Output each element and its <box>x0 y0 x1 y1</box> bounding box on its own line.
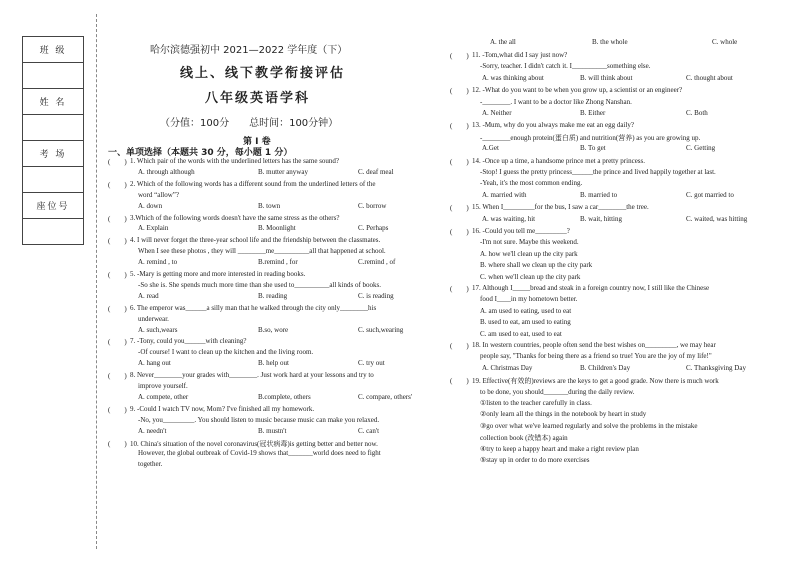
answer-paren[interactable]: ( ) <box>108 180 127 189</box>
question-text: 14. -Once up a time, a handsome prince met a pretty princess. <box>472 156 645 165</box>
seat-number-cell: 座位号 <box>23 193 84 219</box>
answer-paren[interactable]: ( ) <box>108 405 127 414</box>
option-choice[interactable]: A. compete, other <box>138 392 189 401</box>
blank-cell-3[interactable] <box>23 167 84 193</box>
answer-paren[interactable]: ( ) <box>450 87 469 96</box>
question-text: 17. Although I_____bread and steak in a foreign country now, I still like the Chinese <box>472 284 710 292</box>
question-text: 7. -Tony, could you______with cleaning? <box>130 337 247 346</box>
option-choice[interactable]: B.complete, others <box>258 392 311 401</box>
answer-paren[interactable]: ( ) <box>108 158 127 166</box>
option-choice[interactable]: C. Thanksgiving Day <box>686 363 746 372</box>
question-text: -I'm not sure. Maybe this weekend. <box>480 238 579 247</box>
answer-paren[interactable]: ( ) <box>108 214 127 223</box>
question-text: 19. Effective(有效的)reviews are the keys to get a good grade. Now there is much work <box>472 377 719 386</box>
option-choice[interactable]: A. was waiting, hit <box>482 214 536 223</box>
question-text: 5. -Mary is getting more and more interested in reading books. <box>130 270 306 278</box>
answer-paren[interactable]: ( ) <box>450 228 469 236</box>
option-choice[interactable]: A. Explain <box>138 224 169 233</box>
question-text: together. <box>138 460 163 469</box>
answer-paren[interactable]: ( ) <box>450 122 469 131</box>
question-text: However, the global outbreak of Covid-19 shows that_______world does need to fight <box>138 449 381 458</box>
question-text: ③go over what we've learned regularly and solve the problems in the mistake <box>480 421 698 430</box>
question-text: collection book (改错本) again <box>480 434 568 443</box>
question-text: 18. In western countries, people often send the best wishes on_________, we may hear <box>472 341 716 349</box>
answer-paren[interactable]: ( ) <box>450 342 469 350</box>
option-choice[interactable]: C. can't <box>358 426 380 435</box>
answer-paren[interactable]: ( ) <box>108 237 127 246</box>
question-text: to be done, you should_______during the daily review. <box>480 387 635 396</box>
blank-cell-1[interactable] <box>23 63 84 89</box>
blank-cell-4[interactable] <box>23 219 84 245</box>
question-text: A. am used to eating, used to eat <box>480 306 572 315</box>
option-choice[interactable]: C. Getting <box>686 144 716 153</box>
option-choice[interactable]: B. Children's Day <box>580 363 631 372</box>
question-text: B. used to eat, am used to eating <box>480 318 571 327</box>
question-text: 3.Which of the following words doesn't have the same stress as the others? <box>130 213 340 222</box>
option-choice[interactable]: A. married with <box>482 190 527 199</box>
question-text: -________enough protein(蛋白质) and nutrition(营养) as you are growing up. <box>480 133 701 142</box>
answer-paren[interactable]: ( ) <box>108 304 127 313</box>
option-choice[interactable]: B. Moonlight <box>258 224 296 233</box>
option-choice[interactable]: C. try out <box>358 359 385 368</box>
blank-cell-2[interactable] <box>23 115 84 141</box>
question-text: 16. -Could you tell me_________? <box>472 227 570 235</box>
question-text: When I see these photos , they will ________me__________all that happened at school. <box>138 247 386 256</box>
question-text: A. how we'll clean up the city park <box>480 249 578 258</box>
option-choice[interactable]: C.remind , of <box>358 258 396 267</box>
question-text: C. am used to eat, used to eat <box>480 329 562 338</box>
answer-paren[interactable]: ( ) <box>450 285 469 293</box>
question-text: -Of course! I want to clean up the kitchen and the living room. <box>138 348 314 357</box>
answer-paren[interactable]: ( ) <box>108 372 127 381</box>
answer-paren[interactable]: ( ) <box>108 439 127 448</box>
question-text: 10. China's situation of the novel coronavirus(冠状病毒)is getting better and better now. <box>130 439 378 448</box>
option-choice[interactable]: B. Either <box>580 109 606 117</box>
option-choice[interactable]: A. down <box>138 201 163 210</box>
question-text: 15. When I_________for the bus, I saw a car________the tree. <box>472 203 649 212</box>
option-choice[interactable]: A. hang out <box>138 359 171 368</box>
option-choice[interactable]: B. mustn't <box>258 426 287 435</box>
option-choice[interactable]: A. remind , to <box>138 258 178 267</box>
assessment-subtitle: 线上、线下教学衔接评估 <box>180 66 346 81</box>
option-choice[interactable]: A. through although <box>138 167 195 176</box>
question-text: 1. Which pair of the words with the underlined letters has the same sound? <box>130 157 340 165</box>
option-choice[interactable]: B. town <box>258 201 281 210</box>
answer-paren[interactable]: ( ) <box>108 338 127 347</box>
option-choice[interactable]: A. read <box>138 291 159 300</box>
volume-label: 第 I 卷 <box>243 137 271 147</box>
question-text: 8. Never________your grades with________. Just work hard at your lessons and try to <box>130 371 374 380</box>
option-choice[interactable]: A. Christmas Day <box>482 363 533 372</box>
option-choice[interactable]: A. needn't <box>138 426 167 435</box>
answer-paren[interactable]: ( ) <box>450 204 469 213</box>
school-year-title: 哈尔滨德强初中 2021—2022 学年度（下） <box>150 45 348 56</box>
option-choice[interactable]: B. the whole <box>592 38 628 46</box>
option-choice[interactable]: C. compare, others' <box>358 392 413 401</box>
question-text: ②only learn all the things in the notebook by heart in study <box>480 410 647 419</box>
binding-line <box>96 14 97 549</box>
question-text: 6. The emperor was______a silly man that he walked through the city only________his <box>130 303 377 312</box>
question-text: -________. I want to be a doctor like Zhong Nanshan. <box>480 97 632 106</box>
exam-room-cell: 考 场 <box>23 141 84 167</box>
option-choice[interactable]: C. thought about <box>686 73 733 82</box>
option-choice[interactable]: A. was thinking about <box>482 73 544 82</box>
question-text: 4. I will never forget the three-year school life and the friendship between the classmates. <box>130 236 381 245</box>
name-cell: 姓 名 <box>23 89 84 115</box>
question-text: food I____in my hometown better. <box>480 295 578 304</box>
option-choice[interactable]: A.Get <box>482 144 499 153</box>
question-text: -So she is. She spends much more time than she used to__________all kinds of books. <box>138 280 382 289</box>
option-choice[interactable]: B. To get <box>580 144 606 153</box>
option-choice[interactable]: A. the all <box>490 38 516 46</box>
option-choice[interactable]: B. mutter anyway <box>258 167 308 176</box>
question-text: improve yourself. <box>138 382 188 390</box>
question-text: ⑤stay up in order to do more exercises <box>480 456 590 464</box>
option-choice[interactable]: A. such,wears <box>138 325 178 334</box>
option-choice[interactable]: C. got married to <box>686 190 734 199</box>
score-time-info: （分值：100分 总时间：100分钟） <box>160 118 339 129</box>
option-choice[interactable]: C. deaf meal <box>358 167 394 176</box>
option-choice[interactable]: B.so, wore <box>258 325 289 334</box>
option-choice[interactable]: C. borrow <box>358 201 387 210</box>
option-choice[interactable]: C. Both <box>686 109 708 117</box>
question-text: 9. -Could I watch TV now, Mom? I've finished all my homework. <box>130 404 315 413</box>
question-text: people say, "Thanks for being there as a friend so true! You are the joy of my life!" <box>480 352 712 361</box>
question-text: ①listen to the teacher carefully in class. <box>480 399 592 407</box>
question-text: -Stop! I guess the pretty princess______the prince and lived happily together at last. <box>480 168 716 176</box>
answer-paren[interactable]: ( ) <box>450 157 469 166</box>
option-choice[interactable]: C. such,wearing <box>358 325 404 334</box>
question-text: -Sorry, teacher. I didn't catch it. I__________something else. <box>480 62 651 71</box>
option-choice[interactable]: A. Neither <box>482 109 512 117</box>
answer-paren[interactable]: ( ) <box>108 271 127 279</box>
option-choice[interactable]: B. married to <box>580 190 618 199</box>
option-choice[interactable]: C. waited, was hitting <box>686 214 748 223</box>
class-cell: 班 级 <box>23 37 84 63</box>
question-text: underwear. <box>138 314 169 323</box>
question-text: 12. -What do you want to be when you grow up, a scientist or an engineer? <box>472 86 683 95</box>
question-text: B. where shall we clean up the city park <box>480 261 593 270</box>
option-choice[interactable]: C. whole <box>712 38 738 46</box>
option-choice[interactable]: B. will think about <box>580 73 633 82</box>
question-text: word “allow”? <box>138 190 180 199</box>
option-choice[interactable]: B. wait, hitting <box>580 214 622 223</box>
answer-paren[interactable]: ( ) <box>450 52 469 60</box>
subject-title: 八年级英语学科 <box>205 91 311 106</box>
option-choice[interactable]: C. Perhaps <box>358 224 389 233</box>
question-text: 11. -Tom,what did I say just now? <box>472 51 568 59</box>
question-text: -Yeah, it's the most common ending. <box>480 179 583 188</box>
student-info-table <box>22 36 84 245</box>
question-text: -No, you_________. You should listen to music because music can make you relaxed. <box>138 415 380 424</box>
section-heading: 一、单项选择（本题共 30 分，每小题 1 分） <box>108 148 293 158</box>
question-text: C. when we'll clean up the city park <box>480 272 581 281</box>
question-text: 13. -Mum, why do you always make me eat an egg daily? <box>472 121 634 130</box>
question-text: 2. Which of the following words has a different sound from the underlined letters of the <box>130 179 376 188</box>
option-choice[interactable]: B.remind , for <box>258 258 298 267</box>
option-choice[interactable]: C. is reading <box>358 291 394 300</box>
option-choice[interactable]: B. help out <box>258 359 289 368</box>
answer-paren[interactable]: ( ) <box>450 377 469 386</box>
option-choice[interactable]: B. reading <box>258 291 288 300</box>
question-text: ④try to keep a happy heart and make a right review plan <box>480 444 639 453</box>
